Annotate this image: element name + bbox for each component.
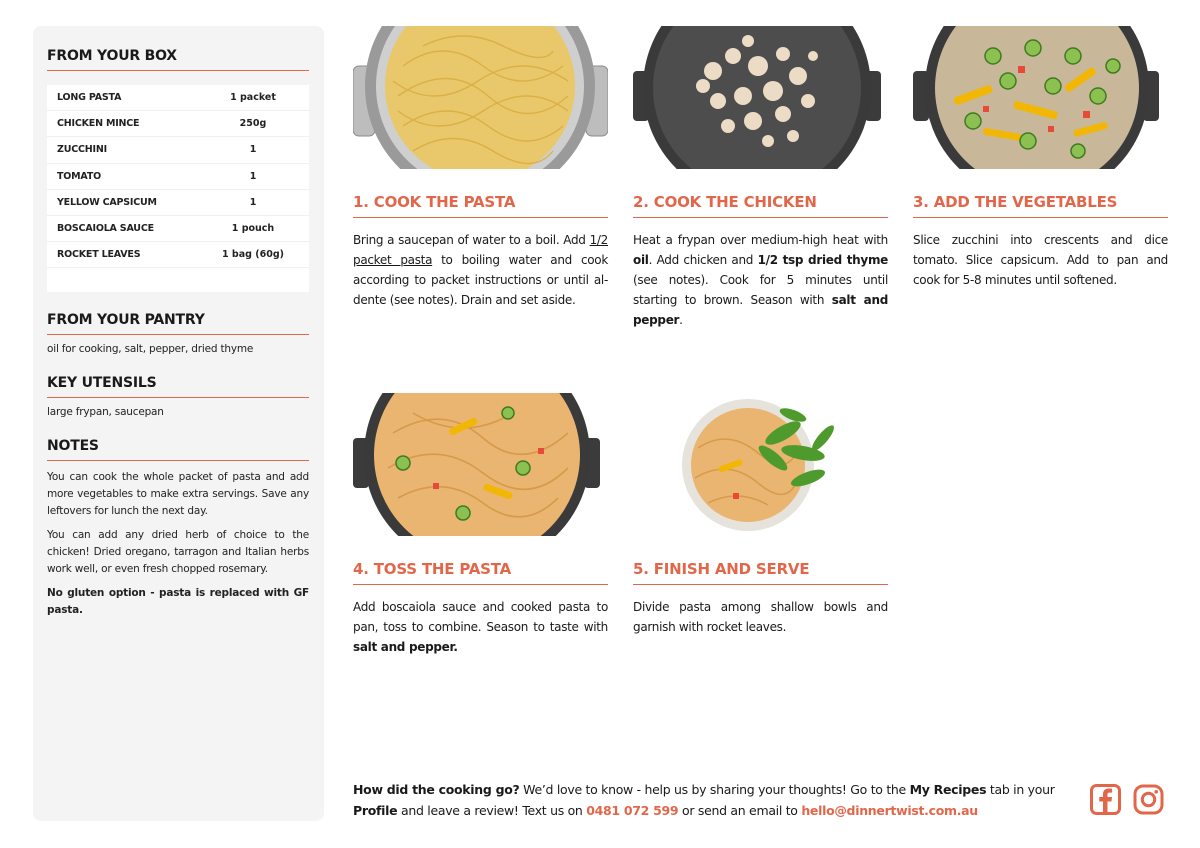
vegetables-pan-image <box>913 26 1168 169</box>
ingredient-name: BOSCAIOLA SAUCE <box>57 223 154 235</box>
pantry-title: FROM YOUR PANTRY <box>47 312 309 335</box>
text-run: or send an email to <box>678 803 802 818</box>
step-body <box>913 230 1168 290</box>
bold-text: 1/2 tsp dried thyme <box>757 253 888 267</box>
step-title: 1. COOK THE PASTA <box>353 193 608 218</box>
text-run: . Add chicken and <box>648 253 758 267</box>
contact-link[interactable]: 0481 072 599 <box>586 803 679 818</box>
text-run: We’d love to know - help us by sharing your thoughts! Go to the <box>519 782 910 797</box>
text-run: Slice zucchini into crescents and dice tomato. Slice capsicum. Add to pan and cook for 5-8 minutes until softened. <box>913 233 1168 287</box>
text-run: . <box>679 313 683 327</box>
bold-text: My Recipes <box>909 782 987 797</box>
contact-link[interactable]: hello@dinnertwist.com.au <box>801 803 978 818</box>
ingredient-qty: 1 <box>249 144 257 156</box>
table-row <box>47 164 309 190</box>
step-3 <box>913 26 1168 290</box>
table-row <box>47 242 309 268</box>
ingredient-name: CHICKEN MINCE <box>57 118 140 130</box>
text-run: Heat a frypan over medium-high heat with <box>633 233 888 247</box>
ingredient-qty: 1 <box>249 196 257 208</box>
chicken-pan-image <box>633 26 888 169</box>
bold-text: How did the cooking go? <box>353 782 520 797</box>
step-4 <box>353 393 608 657</box>
step-body <box>353 597 608 657</box>
served-bowl-image <box>633 393 888 536</box>
text-run: (see notes). Cook for 5 minutes until starting to brown. Season with <box>633 273 888 307</box>
notes-section <box>47 438 309 619</box>
table-row <box>47 111 309 137</box>
step-1 <box>353 26 608 310</box>
step-title: 4. TOSS THE PASTA <box>353 560 608 585</box>
text-run: Add boscaiola sauce and cooked pasta to pan, toss to combine. Season to taste with <box>353 600 608 634</box>
sidebar <box>33 26 324 821</box>
notes-title: NOTES <box>47 438 309 461</box>
text-run: and leave a review! Text us on <box>397 803 587 818</box>
text-run: to boiling water and cook according to packet instructions or until al-dente (see notes). Drain and set aside. <box>353 253 608 307</box>
social-links <box>1090 784 1164 815</box>
step-5 <box>633 393 888 637</box>
note-text: You can cook the whole packet of pasta and add more vegetables to make extra servings. Save any leftovers for lunch the next day. <box>47 471 309 518</box>
ingredient-name: LONG PASTA <box>57 92 122 104</box>
pantry-text: oil for cooking, salt, pepper, dried thyme <box>47 343 254 356</box>
pantry-section <box>47 312 309 355</box>
ingredient-qty: 250g <box>239 118 267 130</box>
step-title: 2. COOK THE CHICKEN <box>633 193 888 218</box>
underlined-text: 1/2 packet pasta <box>353 233 608 267</box>
table-row <box>47 216 309 242</box>
text-run: tab in your <box>986 782 1055 797</box>
ingredient-name: ROCKET LEAVES <box>57 249 141 261</box>
text-run: Divide pasta among shallow bowls and garnish with rocket leaves. <box>633 600 888 634</box>
box-title: FROM YOUR BOX <box>47 48 309 71</box>
note-text: No gluten option - pasta is replaced with GF pasta. <box>47 587 309 617</box>
table-row <box>47 137 309 163</box>
step-title: 5. FINISH AND SERVE <box>633 560 888 585</box>
step-2 <box>633 26 888 330</box>
ingredient-qty: 1 bag (60g) <box>222 249 284 261</box>
utensils-text: large frypan, saucepan <box>47 406 164 419</box>
feedback-footer <box>353 779 1073 821</box>
ingredient-name: TOMATO <box>57 170 101 182</box>
step-body <box>633 597 888 637</box>
ingredient-name: ZUCCHINI <box>57 144 107 156</box>
ingredient-name: YELLOW CAPSICUM <box>57 196 157 208</box>
tossed-pasta-image <box>353 393 608 536</box>
ingredient-qty: 1 <box>249 170 257 182</box>
step-title: 3. ADD THE VEGETABLES <box>913 193 1168 218</box>
text-run: Bring a saucepan of water to a boil. Add <box>353 233 590 247</box>
table-row <box>47 190 309 216</box>
instagram-icon[interactable] <box>1133 784 1164 815</box>
ingredients-table <box>47 85 309 292</box>
step-body <box>353 230 608 310</box>
utensils-title: KEY UTENSILS <box>47 375 309 398</box>
pasta-pot-image <box>353 26 608 169</box>
table-row <box>47 85 309 111</box>
bold-text: salt and pepper. <box>353 640 458 654</box>
ingredient-qty: 1 pouch <box>231 223 275 235</box>
step-body <box>633 230 888 330</box>
ingredient-qty: 1 packet <box>230 92 276 104</box>
note-text: You can add any dried herb of choice to the chicken! Dried oregano, tarragon and Italian herbs work well, or even fresh chopped rosemary. <box>47 529 309 576</box>
facebook-icon[interactable] <box>1090 784 1121 815</box>
bold-text: Profile <box>353 803 398 818</box>
utensils-section <box>47 375 309 418</box>
bold-text: oil <box>633 253 649 267</box>
bold-text: salt and pepper <box>633 293 888 327</box>
